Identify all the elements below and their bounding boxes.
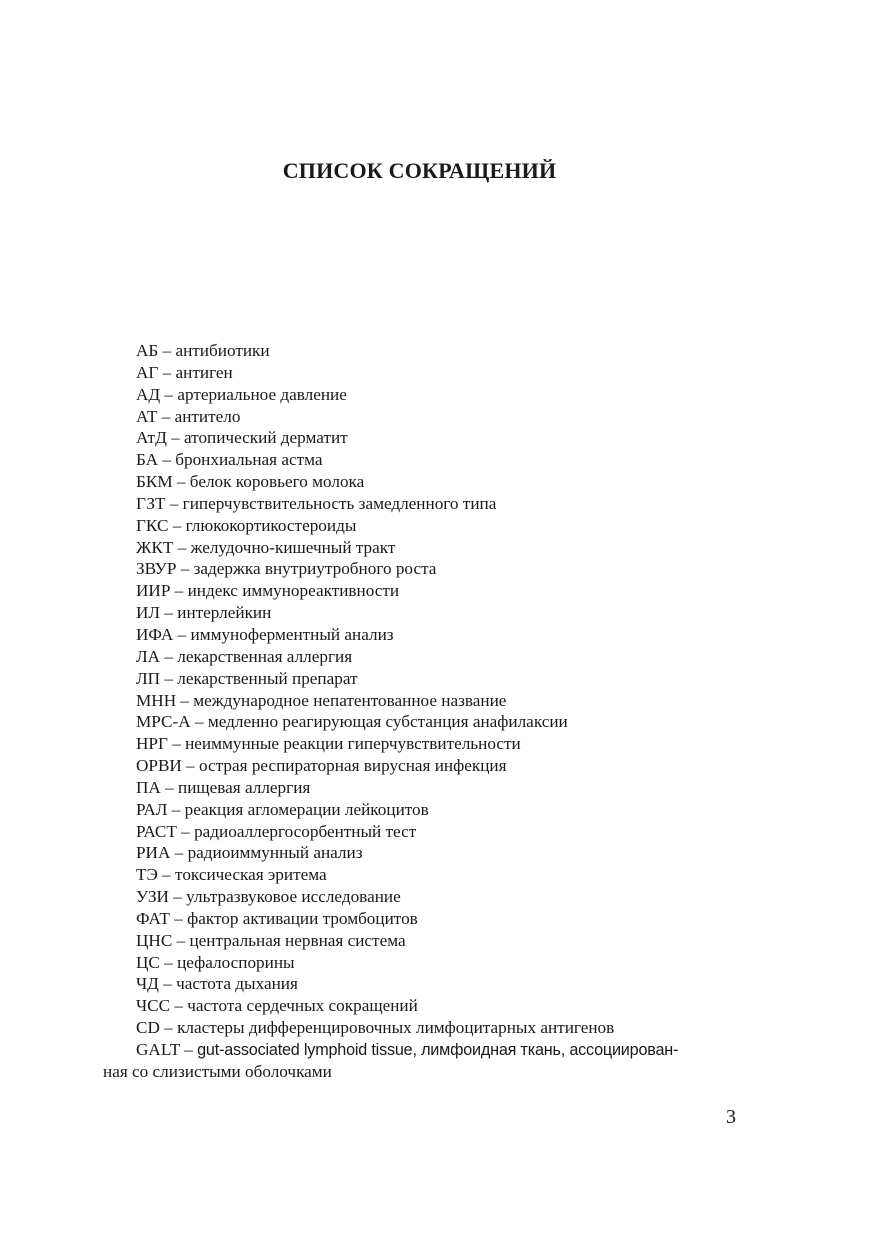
page-title [0,158,875,184]
galt-entry-first-line [103,1039,743,1061]
list-item: ЛА – лекарственная аллергия [136,646,353,666]
list-item: ЦС – цефалоспорины [136,952,295,972]
list-item: АТ – антитело [136,406,241,426]
page-title-text: СПИСОК СОКРАЩЕНИЙ [282,158,557,183]
list-item: АБ – антибиотики [136,341,270,360]
list-item: ЦНС – центральная нервная система [136,930,406,950]
list-item: CD – кластеры дифференцировочных лимфоцитарных антигенов [136,1018,615,1038]
list-item: ЗВУР – задержка внутриутробного роста [136,559,437,579]
list-item: НРГ – неиммунные реакции гиперчувствительности [136,734,521,754]
list-item: АД – артериальное давление [136,384,347,404]
list-item: МРС-А – медленно реагирующая субстанция анафилаксии [136,712,568,732]
galt-definition: gut-associated lymphoid tissue, лимфоидная ткань, ассоциирован- [197,1041,679,1059]
abbreviation-list [136,340,746,1039]
list-item: УЗИ – ультразвуковое исследование [136,887,401,907]
list-item: ИФА – иммуноферментный анализ [136,624,394,644]
list-item: АГ – антиген [136,362,233,382]
list-item: РАЛ – реакция агломерации лейкоцитов [136,799,429,819]
list-item: РИА – радиоиммунный анализ [136,843,363,863]
list-item: ПА – пищевая аллергия [136,777,311,797]
list-item: ОРВИ – острая респираторная вирусная инфекция [136,756,507,776]
list-item: БКМ – белок коровьего молока [136,472,365,492]
list-item: ЛП – лекарственный препарат [136,668,358,688]
list-item: ЖКТ – желудочно-кишечный тракт [136,537,396,557]
list-item: ЧСС – частота сердечных сокращений [136,996,418,1016]
list-item: БА – бронхиальная астма [136,450,323,470]
list-item: ГЗТ – гиперчувствительность замедленного типа [136,493,497,513]
list-item: ИИР – индекс иммунореактивности [136,581,400,601]
galt-abbreviation: GALT – [136,1040,193,1059]
list-item: ФАТ – фактор активации тромбоцитов [136,908,418,928]
list-item: РАСТ – радиоаллергосорбентный тест [136,821,417,841]
list-item: ТЭ – токсическая эритема [136,865,327,885]
list-item: ИЛ – интерлейкин [136,603,272,623]
page-number: 3 [726,1106,736,1128]
list-item: МНН – международное непатентованное название [136,690,507,710]
galt-entry-continuation: ная со слизистыми оболочками [103,1062,332,1081]
list-item: АтД – атопический дерматит [136,428,348,448]
galt-entry [103,1039,743,1083]
list-item: ЧД – частота дыхания [136,974,298,994]
list-item: ГКС – глюкокортикостероиды [136,515,357,535]
